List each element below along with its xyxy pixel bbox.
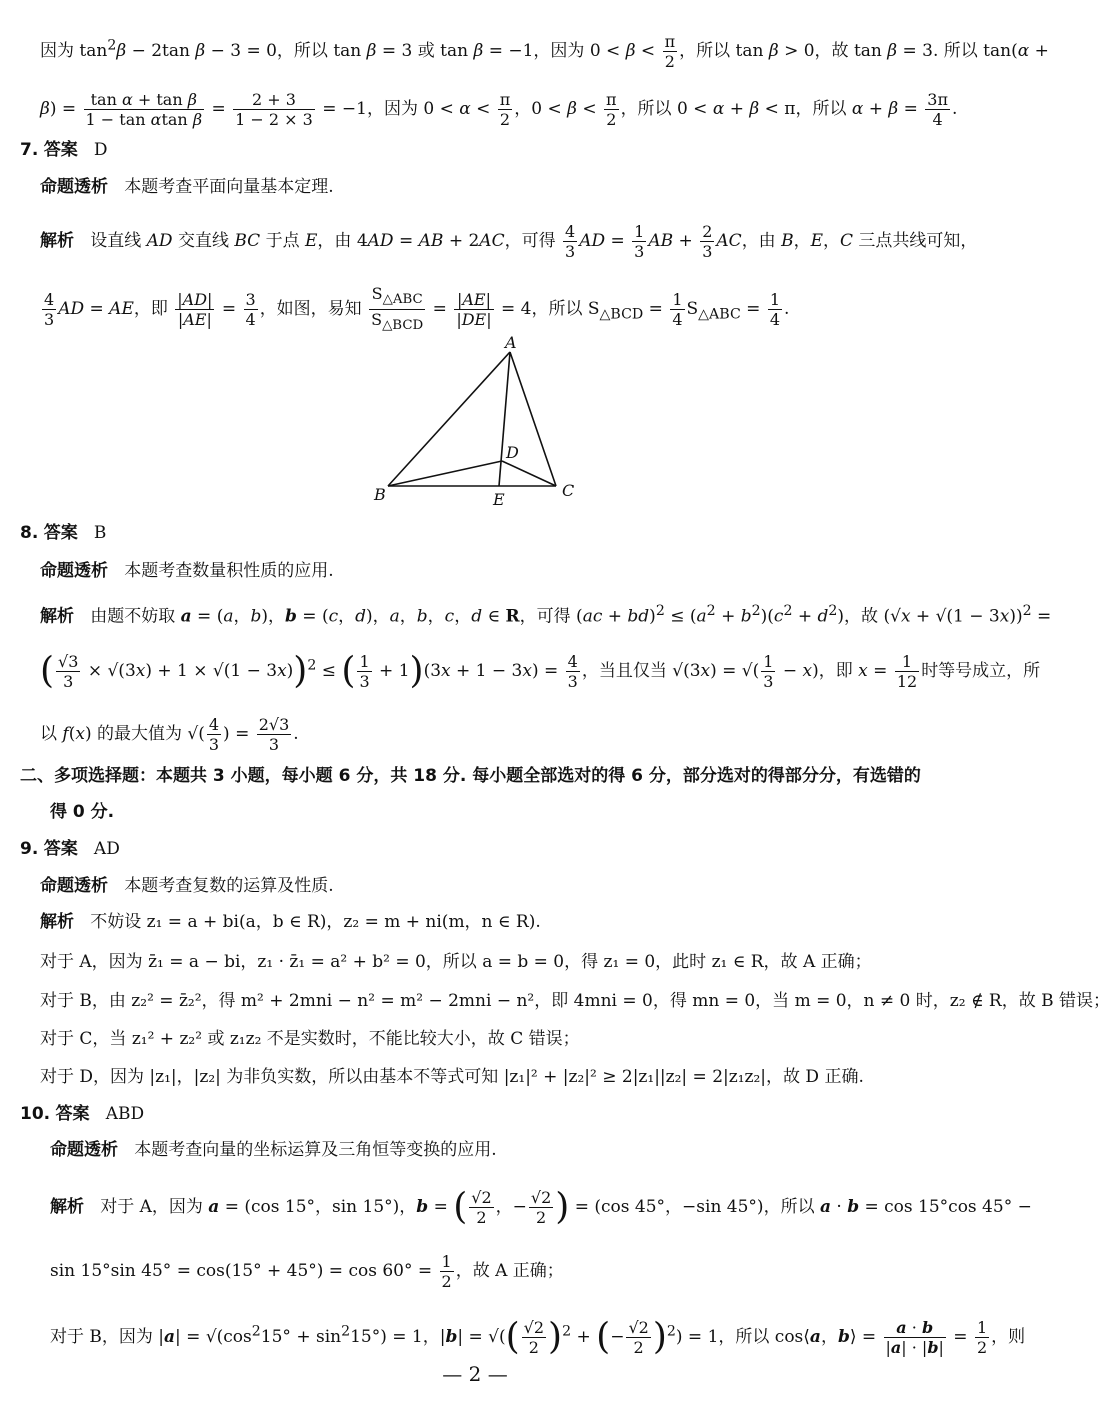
text-line: β) = $\frac{\text{tan α + tan β}}{\text{1 − tan αtan β}}$ = $\frac{2 + 3}{1 - 2 \times 3}$ = −1，因为 0 < α < $\frac{\pi}{2}$ ，0 < β < $\frac{\pi}{2}$ ，所以 0 < α + β < π，所以 α + β = $\frac{3\pi}{4}$ . — [40, 90, 958, 129]
text-line: ( $\frac{√3}{3}$ × √(3x) + 1 × √(1 − 3x))$^2$ ≤ ( $\frac{1}{3}$ + 1)(3x + 1 − 3x) = $\frac{4}{3}$ ，当且仅当 √(3x) = √( $\frac{1}{3}$ − x)，即 x = $\frac{1}{12}$ 时等号成立，所 — [40, 650, 1041, 692]
segment-ac — [510, 352, 556, 486]
segment-ab — [388, 352, 510, 486]
text-line: 以 f(x) 的最大值为 √( $\frac{4}{3}$ ) = $\frac{2√3}{3}$ . — [40, 715, 299, 754]
section-heading: 二、多项选择题：本题共 3 小题，每小题 6 分，共 18 分. 每小题全部选对的得 6 分，部分选对的得部分分，有选错的 — [20, 766, 921, 786]
segment-ae — [499, 352, 510, 486]
question-10-answer: 10. 答案 ABD — [20, 1104, 145, 1124]
point-label-d: D — [506, 443, 519, 462]
question-7-answer: 7. 答案 D — [20, 140, 108, 160]
question-9-intent: 命题透析 本题考查复数的运算及性质. — [40, 876, 334, 896]
text-line: 对于 A，因为 z̄₁ = a − bi，z₁ · z̄₁ = a² + b² = 0，所以 a = b = 0，得 z₁ = 0，此时 z₁ ∈ R，故 A 正确； — [40, 952, 872, 972]
question-8-intent: 命题透析 本题考查数量积性质的应用. — [40, 561, 334, 581]
text-line: 对于 C，当 z₁² + z₂² 或 z₁z₂ 不是实数时，不能比较大小，故 C 错误； — [40, 1029, 580, 1049]
text-line: 对于 D，因为 |z₁|，|z₂| 为非负实数，所以由基本不等式可知 |z₁|² + |z₂|² ≥ 2|z₁||z₂| = 2|z₁z₂|，故 D 正确. — [40, 1067, 864, 1087]
question-8-analysis: 解析 由题不妨取 a = (a，b)，b = (c，d)，a，b，c，d ∈ R，可得 $(ac + bd)^2 \le (a^2 + b^2)(c^2 + d^2)$，故 $(√x + √(1 - 3x))^2$ = — [40, 603, 1052, 627]
point-label-e: E — [493, 490, 505, 509]
text-line: $\frac{4}{3}$ AD = AE，即 $\frac{|AD|}{|AE|}$ = $\frac{3}{4}$ ，如图，易知 $\frac{S_{\triangle ABC}}{S_{\triangle BCD}}$ = $\frac{|AE|}{|DE|}$ = 4，所以 $S_{\triangle BCD}$ = $\frac{1}{4}$ $S_{\triangle ABC}$ = $\frac{1}{4}$ . — [44, 284, 790, 334]
question-9-answer: 9. 答案 AD — [20, 839, 120, 859]
text-line: 对于 B，由 z₂² = z̄₂²，得 m² + 2mni − n² = m² − 2mni − n²，即 4mni = 0，得 mn = 0，当 m = 0，n ≠ 0 时，z₂ ∉ R，故 B 错误； — [40, 991, 1110, 1011]
question-9-analysis: 解析 不妨设 z₁ = a + bi(a，b ∈ R)，z₂ = m + ni(m，n ∈ R). — [40, 912, 541, 932]
point-label-a: A — [505, 333, 517, 352]
text-line: 对于 B，因为 $|a| = √(\cos^215^\circ + \sin^215^\circ) = 1$，|b| = √(( $\frac{√2}{2}$ )$^2$ + (− $\frac{√2}{2}$ )$^2$) = 1，所以 cos⟨a，b⟩ = $\frac{a \cdot b}{|a| \cdot |b|}$ = $\frac{1}{2}$ ，则 — [50, 1316, 1026, 1358]
text-line: sin 15°sin 45° = cos(15° + 45°) = cos 60° = $\frac{1}{2}$ ，故 A 正确； — [50, 1252, 564, 1291]
question-7-analysis: 解析 设直线 AD 交直线 BC 于点 E，由 4AD = AB + 2AC，可得 $\frac{4}{3}$ AD = $\frac{1}{3}$ AB + $\frac{2}{3}$ AC，由 B，E，C 三点共线可知， — [40, 222, 978, 261]
section-heading-cont: 得 0 分. — [50, 802, 115, 822]
page-number: — 2 — — [442, 1362, 508, 1386]
question-8-answer: 8. 答案 B — [20, 523, 107, 543]
text-line: 因为 $\tan^2\beta - 2\tan$ β − 3 = 0，所以 tan β = 3 或 tan β = −1，因为 0 < β < $\frac{\pi}{2}$ ，所以 tan β > 0，故 tan β = 3. 所以 tan(α + — [40, 32, 1049, 71]
question-10-intent: 命题透析 本题考查向量的坐标运算及三角恒等变换的应用. — [50, 1140, 497, 1160]
point-label-c: C — [562, 481, 575, 500]
triangle-figure — [360, 330, 600, 515]
point-label-b: B — [374, 485, 386, 504]
question-10-analysis: 解析 对于 A，因为 a = (cos 15°，sin 15°)，b = ( $\frac{√2}{2}$ ，− $\frac{√2}{2}$ ) = (cos 45°，−sin 45°)，所以 a · b = cos 15°cos 45° − — [50, 1186, 1032, 1228]
question-7-intent: 命题透析 本题考查平面向量基本定理. — [40, 177, 334, 197]
segment-bd — [388, 461, 502, 486]
